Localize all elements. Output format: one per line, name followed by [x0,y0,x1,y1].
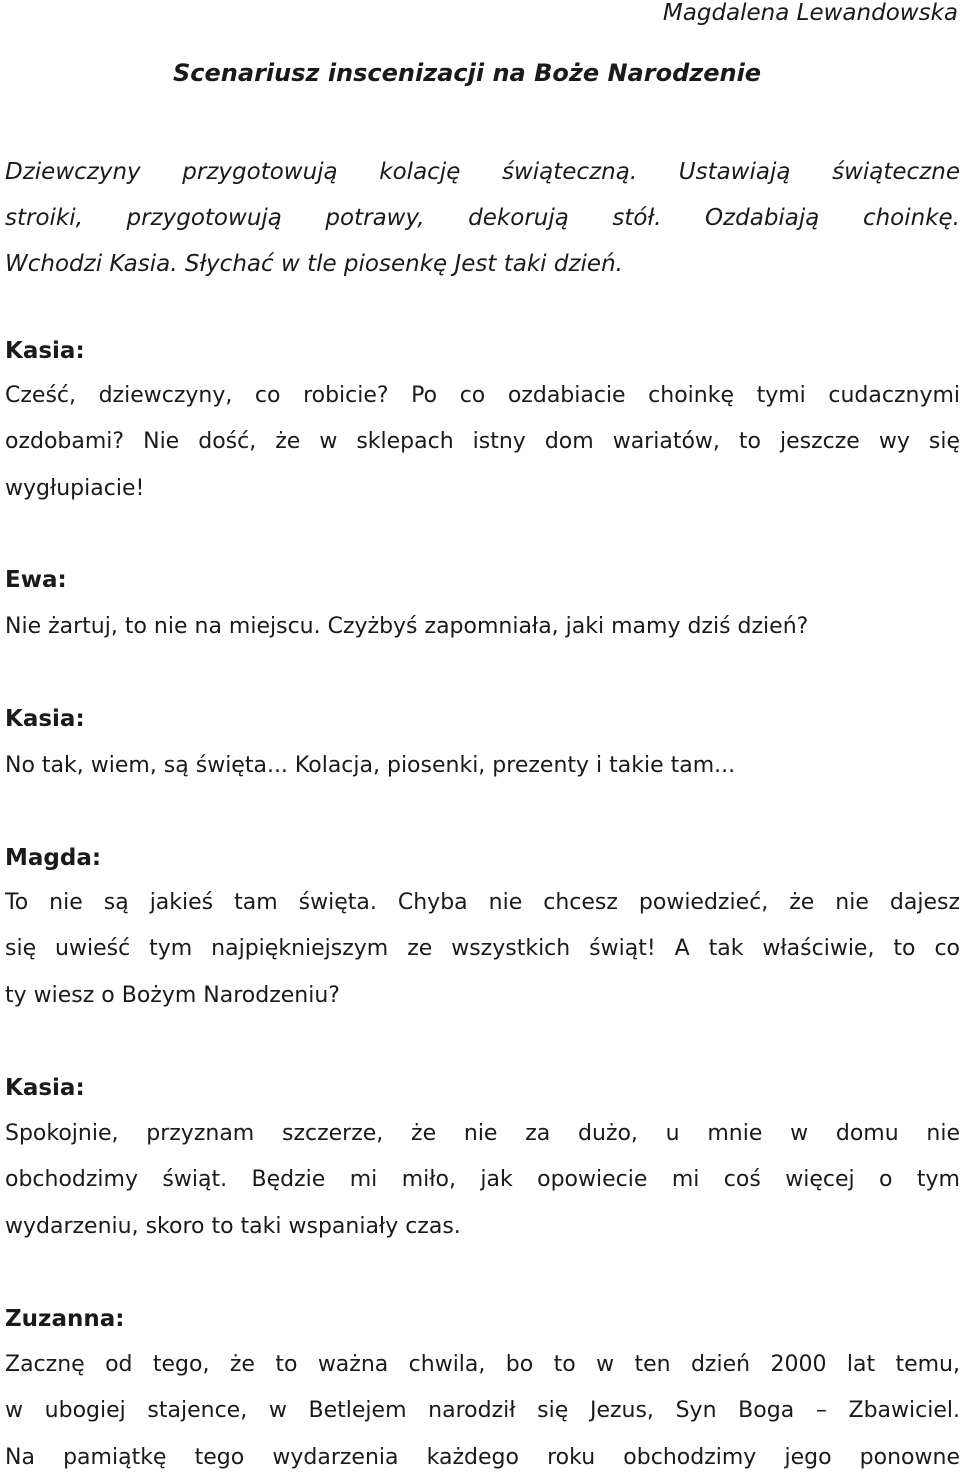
speaker-name: Kasia: [5,1075,85,1101]
dialogue-text [5,880,960,1019]
speaker-name: Zuzanna: [5,1306,125,1332]
stage-direction-line: Dziewczyny przygotowują kolację świąteczną. Ustawiają świąteczne [5,159,960,185]
dialogue-text [5,743,960,789]
speaker-name: Magda: [5,845,102,871]
dialogue-line: wydarzeniu, skoro to taki wspaniały czas. [5,1213,461,1239]
document-title: Scenariusz inscenizacji na Boże Narodzenie [173,59,762,87]
dialogue-line: się uwieść tym najpiękniejszym ze wszystkich świąt! A tak właściwie, to co [5,936,960,962]
dialogue-line: Na pamiątkę tego wydarzenia każdego roku obchodzimy jego ponowne [5,1444,960,1470]
stage-direction [5,149,960,287]
dialogue-text [5,1111,960,1250]
dialogue-line: No tak, wiem, są święta... Kolacja, piosenki, prezenty i takie tam... [5,753,736,778]
dialogue-line: ozdobami? Nie dość, że w sklepach istny dom wariatów, to jeszcze wy się [5,429,960,455]
speaker-name: Ewa: [5,567,67,593]
stage-direction-line: Wchodzi Kasia. Słychać w tle piosenkę Jest taki dzień. [5,251,623,277]
dialogue-line: Nie żartuj, to nie na miejscu. Czyżbyś zapomniała, jaki mamy dziś dzień? [5,614,809,639]
speaker-name: Kasia: [5,706,85,732]
dialogue-line: Cześć, dziewczyny, co robicie? Po co ozdabiacie choinkę tymi cudacznymi [5,383,960,408]
dialogue-line: ty wiesz o Bożym Narodzeniu? [5,982,340,1008]
stage-direction-line: stroiki, przygotowują potrawy, dekorują stół. Ozdabiają choinkę. [5,205,960,231]
dialogue-line: Zacznę od tego, że to ważna chwila, bo to w ten dzień 2000 lat temu, [5,1352,960,1377]
author-name: Magdalena Lewandowska [662,0,958,26]
dialogue-line: To nie są jakieś tam święta. Chyba nie chcesz powiedzieć, że nie dajesz [5,890,960,915]
dialogue-line: Spokojnie, przyznam szczerze, że nie za dużo, u mnie w domu nie [5,1121,960,1146]
dialogue-text [5,373,960,512]
speaker-name: Kasia: [5,338,85,364]
dialogue-text [5,1342,960,1481]
dialogue-line: wygłupiacie! [5,475,145,501]
dialogue-line: w ubogiej stajence, w Betlejem narodził się Jezus, Syn Boga – Zbawiciel. [5,1398,960,1424]
dialogue-text [5,604,960,650]
dialogue-line: obchodzimy świąt. Będzie mi miło, jak opowiecie mi coś więcej o tym [5,1167,960,1193]
